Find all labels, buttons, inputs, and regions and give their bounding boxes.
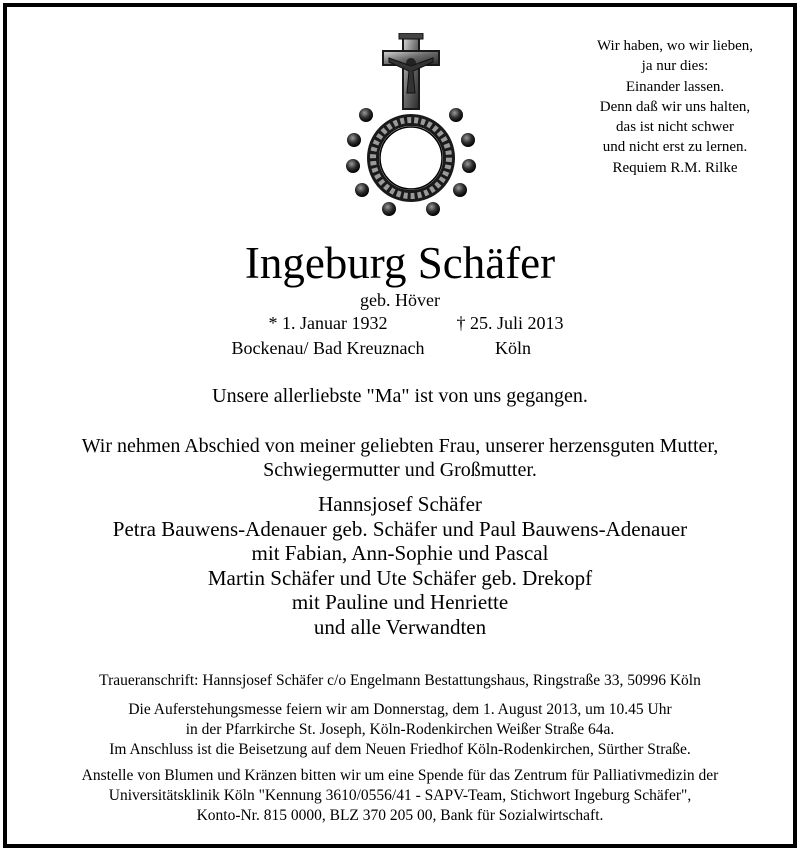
donation-line: Universitätsklinik Köln "Kennung 3610/0556/41 - SAPV-Team, Stichwort Ingeburg Schäfer", [108, 787, 692, 804]
family-line: Hannsjosef Schäfer [318, 492, 482, 516]
donation-line: Konto-Nr. 815 0000, BLZ 370 205 00, Bank für Sozialwirtschaft. [196, 807, 604, 824]
farewell-line: Schwiegermutter und Großmutter. [263, 459, 537, 481]
rosary-crucifix-icon [345, 33, 477, 221]
poem-line: und nicht erst zu lernen. [602, 139, 748, 156]
family-line: mit Pauline und Henriette [291, 590, 509, 614]
poem-line: ja nur dies: [641, 58, 709, 75]
birth-place: Bockenau/ Bad Kreuznach [231, 338, 425, 358]
service-line: Die Auferstehungsmesse feiern wir am Donnerstag, dem 1. August 2013, um 10.45 Uhr [128, 701, 672, 718]
farewell-text [7, 434, 793, 482]
obituary-notice [3, 3, 797, 848]
service-line: in der Pfarrkirche St. Joseph, Köln-Rodenkirchen Weißer Straße 64a. [185, 721, 615, 738]
family-list [7, 492, 793, 639]
death-date: † 25. Juli 2013 [456, 313, 564, 333]
intro-text: Unsere allerliebste "Ma" ist von uns gegangen. [212, 385, 588, 407]
deceased-name: Ingeburg Schäfer [244, 238, 556, 288]
birth-date: * 1. Januar 1932 [268, 313, 388, 333]
rilke-poem [555, 36, 795, 178]
donation-line: Anstelle von Blumen und Kränzen bitten wir um eine Spende für das Zentrum für Palliativmedizin der [81, 767, 719, 784]
service-info [7, 700, 793, 760]
maiden-name: geb. Höver [360, 290, 440, 310]
death-place: Köln [495, 338, 531, 358]
poem-line: Wir haben, wo wir lieben, [596, 38, 753, 54]
poem-line: Requiem R.M. Rilke [612, 159, 738, 176]
family-line: Martin Schäfer und Ute Schäfer geb. Drekopf [207, 565, 593, 590]
family-line: Petra Bauwens-Adenauer geb. Schäfer und Paul Bauwens-Adenauer [112, 516, 688, 541]
poem-line: Einander lassen. [625, 78, 725, 95]
family-line: und alle Verwandten [313, 614, 487, 639]
family-line: mit Fabian, Ann-Sophie und Pascal [251, 541, 549, 565]
poem-line: Denn daß wir uns halten, [599, 98, 751, 115]
poem-line: das ist nicht schwer [616, 119, 734, 136]
mourning-address: Traueranschrift: Hannsjosef Schäfer c/o Engelmann Bestattungshaus, Ringstraße 33, 50996 Köln [99, 672, 701, 689]
service-line: Im Anschluss ist die Beisetzung auf dem Neuen Friedhof Köln-Rodenkirchen, Sürther Straße. [109, 741, 691, 758]
farewell-line: Wir nehmen Abschied von meiner geliebten Frau, unserer herzensguten Mutter, [81, 435, 719, 457]
donation-info [7, 766, 793, 826]
